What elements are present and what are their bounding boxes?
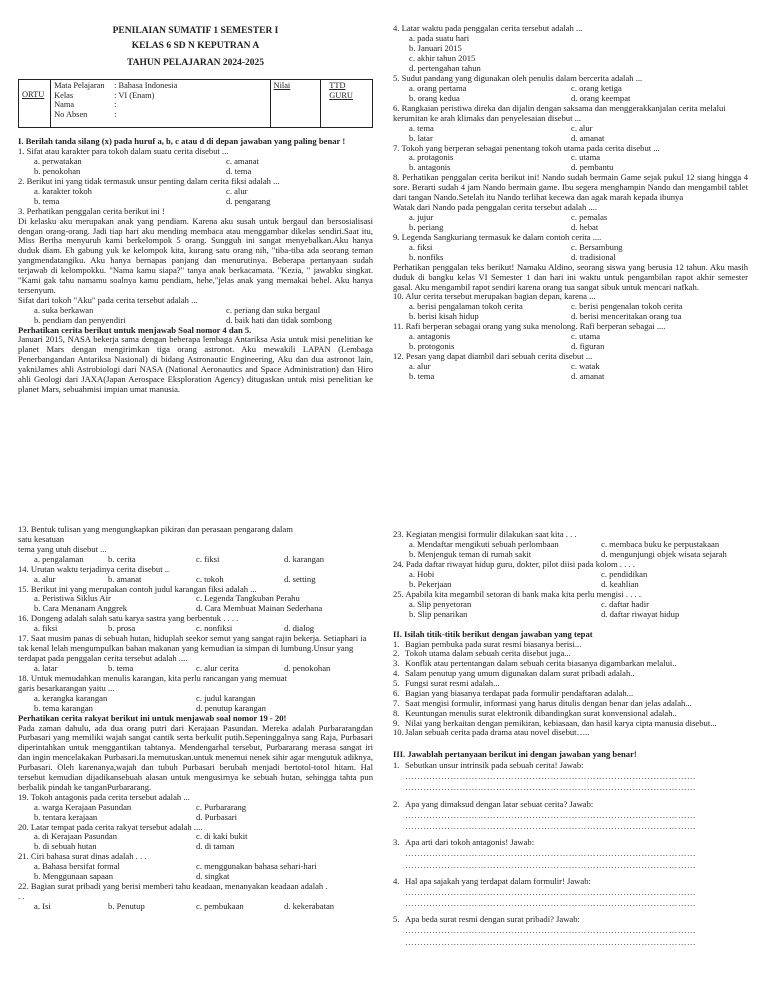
- option-row: [18, 704, 373, 714]
- question-22-line2: . .: [18, 891, 25, 902]
- question-2: 2. Berikut ini yang tidak termasuk unsur penting dalam cerita fiksi adalah ...: [18, 175, 280, 186]
- option[interactable]: a. berisi pengalaman tokoh cerita: [409, 301, 523, 312]
- option-row: [393, 610, 748, 620]
- option[interactable]: b. di sebuah hutan: [34, 841, 97, 852]
- page2-right-column: [393, 530, 748, 948]
- option[interactable]: a. tema: [409, 122, 434, 133]
- option[interactable]: d. kekerabatan: [284, 901, 335, 911]
- fill-item[interactable]: 10.Jalan sebuah cerita pada drama atau novel disebut…..: [393, 727, 590, 738]
- option[interactable]: c. daftar hadir: [601, 598, 649, 609]
- essay-question: 4. Hal apa sajakah yang terdapat dalam formulir! Jawab:: [393, 875, 591, 886]
- option-row: [393, 134, 748, 144]
- option[interactable]: b. pendiam dan penyendiri: [34, 314, 126, 325]
- essay-question: 3. Apa arti dari tokoh antagonis! Jawab:: [393, 837, 535, 848]
- option[interactable]: d. setting: [284, 573, 316, 584]
- option-row: [393, 223, 748, 233]
- option[interactable]: a. Bahasa bersifat formal: [34, 861, 120, 872]
- section-2-list: [393, 640, 748, 739]
- option[interactable]: d. pengarang: [226, 195, 271, 206]
- option[interactable]: d. mengunjungi objek wisata sejarah: [601, 548, 727, 559]
- option[interactable]: c. utama: [571, 152, 601, 163]
- passage-10: Perhatikan penggalan teks berikut! Namaku Aldino, seorang siswa yang berusia 12 tahun. Aku masih duduk di bangku kelas VI Semester 1 dan hari ini waktu untuk pengambilan rapot akhir semester gasal. Aku mengambil rapot sendiri karena orang tua sangat sibuk untuk mencari nafkah.: [393, 261, 748, 292]
- question-8: 8. Perhatikan penggalan cerita berikut ini! Nando sudah bermain Game sejak pukul 12 siang hingga 4 sore. Berarti sudah 4 jam Nando bermain game. Ibu segera menghampin Nando dan mengambil tablet dari tangan Nando.Setelah itu Nando terlihat kecewa dan agak marah kepada ibunya: [393, 172, 748, 203]
- question-17: 17. Saat musim panas di sebuah hutan, hiduplah seekor semut yang sangat rajin bekerja. Setiaphari ia tak kenal lelah mengumpulkan bahan makanan yang kemudian ia simpan di lumbung.Unsur yang terdapat pada penggalan cerita tersebut adalah ....: [18, 633, 367, 663]
- option[interactable]: c. Legenda Tangkuban Perahu: [196, 593, 300, 604]
- subject-value: : Bahasa Indonesia: [114, 81, 178, 91]
- option[interactable]: a. karakter tokoh: [34, 185, 92, 196]
- ortu-cell[interactable]: [19, 80, 51, 128]
- option[interactable]: a. alur: [409, 361, 431, 371]
- question-22: 22. Bagian surat pribadi yang berisi memberi tahu keadaan, menanyakan keadaan adalah .: [18, 881, 328, 892]
- essay-question: 2. Apa yang dimaksud dengan latar sebuat cerita? Jawab:: [393, 798, 594, 809]
- option[interactable]: b. Penutup: [108, 901, 145, 911]
- option[interactable]: a. jujur: [409, 211, 434, 222]
- question-3-passage: Di kelasku aku merupakan anak yang pendiam. Karena aku susah untuk bergaul dan bersosialisasi dengan orang-orang. Jadi tiap hari aku mending membaca atau menggambar dikelas sendiri.Saat itu, Miss Bertha menyuruh kami berkelompok 5 orang. Sungguh ini sangat menyebalkan.Aku hanya duduk diam. Eh gabung yuk ke kelompok kita, kurang satu orang nih, "tiba-tiba ada seorang teman yangmendatangiku. Aku hanya bernapas panjang dan menurutinya. Beberapa pertanyaan sudah terjawab di kelompokku. "Nama kamu siapa?" tanya anak berkacamata. "Kezia, " jawabku singkat. "Kami gak tahu namamu soalnya kamu pendiam, hehe,"jelas anak yang memakai behel. Aku hanya tersenyum.: [18, 215, 373, 295]
- option[interactable]: d. orang keempat: [571, 92, 631, 103]
- option-row: [393, 312, 748, 322]
- option[interactable]: c. alur: [571, 122, 593, 133]
- option[interactable]: a. Mendaftar mengikuti sebuah perlombaan: [409, 538, 559, 549]
- fill-item-text: Keuntungan menulis surat elektronik dibandingkan surat konvensional adalah..: [405, 707, 677, 718]
- option[interactable]: b. nonfiks: [409, 251, 444, 262]
- page1-right-column: [393, 24, 748, 382]
- header-class: KELAS 6 SD N KEPUTRAN A: [131, 40, 260, 51]
- option[interactable]: d. berisi menceritakan orang tua: [571, 311, 682, 322]
- fill-item-text: Tokoh utama dalam sebuah cerita disebut juga...: [405, 648, 571, 659]
- passage-4-5-heading: Perhatikan cerita berikut untuk menjawab Soal nomor 4 dan 5.: [18, 324, 252, 335]
- option[interactable]: a. Hobi: [409, 568, 435, 579]
- option[interactable]: c. watak: [571, 361, 600, 371]
- option[interactable]: b. tema: [108, 662, 134, 673]
- question-12: 12. Pesan yang dapat diambil dari sebuah cerita disebut ...: [393, 351, 593, 362]
- header-title: PENILAIAN SUMATIF 1 SEMESTER I: [112, 26, 279, 36]
- question-13-line2: satu kesatuan: [18, 533, 65, 544]
- option[interactable]: a. suka berkawan: [34, 304, 94, 315]
- question-24: 24. Pada daftar riwayat hidup guru, dokter, pilot diisi pada kolom . . . .: [393, 558, 635, 569]
- options-q3-row2: [18, 316, 373, 326]
- option[interactable]: a. fiksi: [34, 623, 58, 634]
- option[interactable]: d. penokohan: [284, 662, 331, 673]
- option[interactable]: b. prosa: [108, 623, 136, 634]
- option[interactable]: b. antagonis: [409, 162, 451, 173]
- page1-left-column: [18, 24, 373, 395]
- option[interactable]: d. amanat: [571, 371, 605, 381]
- question-8-prompt: Watak dari Nando pada penggalan cerita tersebut adalah ....: [393, 202, 598, 212]
- score-label: Nilai: [273, 81, 291, 91]
- answer-line[interactable]: ……………………………………………………………………………………: [405, 936, 696, 947]
- option[interactable]: b. amanat: [108, 573, 142, 584]
- option-row: [393, 372, 748, 382]
- score-cell[interactable]: [270, 80, 321, 128]
- option[interactable]: a. fiksi: [409, 241, 433, 252]
- question-1: 1. Sifat atau karakter para tokoh dalam suatu cerita disebut ...: [18, 146, 229, 157]
- option[interactable]: d. keahlian: [601, 578, 639, 589]
- question-3: 3. Perhatikan penggalan cerita berikut ini !: [18, 205, 165, 216]
- answer-line[interactable]: ……………………………………………………………………………………: [405, 771, 696, 782]
- question-14: 14. Urutan waktu terjadinya cerita disebut ..: [18, 563, 170, 574]
- answer-line[interactable]: ……………………………………………………………………………………: [405, 859, 696, 870]
- option[interactable]: c. berisi pengenalan tokoh cerita: [571, 301, 683, 312]
- question-11: 11. Rafi berperan sebagai orang yang suka menolong. Rafi berperan sebagai ....: [393, 321, 666, 332]
- fill-item-text: Nilai yang berkaitan dengan pemikiran, kebiasaan, dan hasil karya cipta manusia disebut...: [405, 717, 717, 728]
- question-15: 15. Berikut ini yang merupakan contoh judul karangan fiksi adalah ...: [18, 583, 257, 594]
- option[interactable]: a. latar: [34, 662, 58, 673]
- option[interactable]: d. pertengahan tahun: [409, 62, 481, 73]
- option[interactable]: c. nonfiksi: [196, 623, 233, 634]
- option[interactable]: d. karangan: [284, 553, 325, 564]
- fill-item[interactable]: 1. Bagian pembuka pada surat resmi biasanya berisi...: [393, 638, 582, 649]
- section-1-instruction: I. Berilah tanda silang (x) pada huruf a, b, c atau d di depan jawaban yang paling benar !: [18, 136, 346, 147]
- option[interactable]: d. Purbasari: [196, 811, 238, 822]
- fill-item[interactable]: 8. Keuntungan menulis surat elektronik dibandingkan surat konvensional adalah..: [393, 707, 677, 718]
- question-4: 4. Latar waktu pada penggalan cerita tersebut adalah ...: [393, 23, 583, 33]
- options-q2-row1: [18, 187, 373, 197]
- answer-line[interactable]: ……………………………………………………………………………………: [405, 886, 696, 897]
- question-6: 6. Rangkaian peristiwa direka dan dijalin dengan saksama dan menggerakkanjalan cerita melalui kerumitan ke arah klimaks dan penyelesaian disebut ...: [393, 102, 726, 123]
- option[interactable]: b. latar: [409, 132, 433, 143]
- fill-item[interactable]: 4. Salam penutup yang umum digunakan dalam surat pribadi adalah..: [393, 668, 635, 679]
- header-year: TAHUN PELAJARAN 2024-2025: [126, 58, 265, 69]
- subject-label: Mata Pelajaran: [54, 81, 105, 91]
- option[interactable]: a. Peristiwa Siklus Air: [34, 593, 111, 604]
- option[interactable]: c. orang ketiga: [571, 82, 622, 93]
- name-label: Nama: [54, 100, 75, 110]
- option[interactable]: d. pembantu: [571, 162, 614, 173]
- answer-line[interactable]: ……………………………………………………………………………………: [405, 820, 696, 831]
- option[interactable]: a. orang pertama: [409, 82, 467, 93]
- teacher-sign-cell[interactable]: [321, 80, 373, 128]
- essay-question-text: Hal apa sajakah yang terdapat dalam formulir! Jawab:: [405, 875, 591, 886]
- option[interactable]: c. pemalas: [571, 211, 608, 222]
- option[interactable]: d. daftar riwayat hidup: [601, 608, 680, 619]
- option[interactable]: b. periang: [409, 221, 444, 232]
- fill-item-text: Jalan sebuah cerita pada drama atau novel disebut…..: [405, 727, 590, 738]
- option[interactable]: d. figuran: [571, 341, 605, 352]
- class-label: Kelas: [54, 90, 74, 100]
- option-row: [18, 575, 373, 585]
- exam-header: [18, 24, 373, 71]
- option-row: [393, 580, 748, 590]
- fill-item-text: Salam penutup yang umum digunakan dalam surat pribadi adalah..: [405, 668, 635, 679]
- option[interactable]: b. protogonis: [409, 341, 455, 352]
- option[interactable]: c. membaca buku ke perpustakaan: [601, 538, 720, 549]
- teacher-label: GURU: [329, 90, 353, 100]
- question-25: 25. Apabila kita megambil setoran di bank maka kita perlu mengisi . . . .: [393, 588, 641, 599]
- question-21: 21. Ciri bahasa surat dinas adalah . . .: [18, 851, 147, 862]
- option-row: [18, 803, 373, 813]
- option-row: [393, 64, 748, 74]
- option-row: [18, 813, 373, 823]
- option-row: [18, 872, 373, 882]
- option[interactable]: b. penokohan: [34, 165, 81, 176]
- option[interactable]: a. perwatakan: [34, 155, 82, 166]
- option-row: [18, 842, 373, 852]
- answer-line[interactable]: ……………………………………………………………………………………: [405, 898, 696, 909]
- option[interactable]: a. Slip penyetoran: [409, 598, 472, 609]
- option[interactable]: c. di kaki bukit: [196, 831, 248, 842]
- option[interactable]: c. tokoh: [196, 573, 224, 584]
- option[interactable]: c. menggunakan bahasa sehari-hari: [196, 861, 317, 872]
- option[interactable]: d. di taman: [196, 841, 235, 852]
- question-7: 7. Tokoh yang berperan sebagai penentang tokoh utama pada cerita disebut ...: [393, 142, 660, 153]
- option[interactable]: b. tentara kerajaan: [34, 811, 98, 822]
- option[interactable]: a. kerangka karangan: [34, 692, 108, 703]
- fill-item[interactable]: 3. Konflik atau pertentangan dalam sebuah cerita biasanya digambarkan melalui..: [393, 658, 677, 669]
- passage-19-20-heading: Perhatikan cerita rakyat berikut ini untuk menjawab soal nomor 19 - 20!: [18, 712, 287, 723]
- section-3-list: [393, 760, 748, 948]
- option[interactable]: b. tema karangan: [34, 702, 93, 713]
- option[interactable]: a. Isi: [34, 901, 51, 911]
- question-3-prompt: Sifat dari tokoh "Aku" pada cerita tersebut adalah ...: [18, 294, 198, 305]
- option[interactable]: d. baik hati dan tidak sombong: [226, 314, 332, 325]
- option[interactable]: b. Cara Menanam Anggrek: [34, 603, 128, 614]
- fill-item-text: Konflik atau pertentangan dalam sebuah cerita biasanya digambarkan melalui..: [405, 658, 677, 669]
- option[interactable]: c. utama: [571, 331, 601, 342]
- option[interactable]: c. Purbararang: [196, 801, 247, 812]
- option[interactable]: d. Cara Membuat Mainan Sederhana: [196, 603, 323, 614]
- essay-question-text: Apa beda surat resmi dengan surat pribadi? Jawab:: [405, 914, 580, 925]
- section-2-instruction: II. Isilah titik-titik berikut dengan jawaban yang tepat: [393, 628, 593, 639]
- question-18-line2: garis besarkarangan yaitu ...: [18, 682, 115, 693]
- option[interactable]: a. pada suatu hari: [409, 32, 470, 43]
- absent-no-field[interactable]: :: [114, 110, 117, 120]
- option[interactable]: c. pembukaan: [196, 901, 244, 911]
- option[interactable]: a. pengalaman: [34, 553, 84, 564]
- question-23: 23. Kegiatan mengisi formulir dilakukan saat kita . . .: [393, 529, 577, 539]
- option[interactable]: c. fiksi: [196, 553, 220, 564]
- essay-question-text: Apa yang dimaksud dengan latar sebuat cerita? Jawab:: [405, 798, 594, 809]
- options-q2-row2: [18, 197, 373, 207]
- question-13-line3: tema yang utuh disebut ...: [18, 543, 107, 554]
- option-row: [393, 550, 748, 560]
- option-row: [393, 163, 748, 173]
- option[interactable]: a. di Kerajaan Pasundan: [34, 831, 118, 842]
- page2-left-column: [18, 525, 373, 912]
- option[interactable]: d. tradisional: [571, 251, 616, 262]
- option-row: [393, 124, 748, 134]
- option-row: [18, 902, 373, 912]
- option[interactable]: c. judul karangan: [196, 692, 256, 703]
- option[interactable]: a. antagonis: [409, 331, 451, 342]
- question-5: 5. Sudut pandang yang digunakan oleh penulis dalam bercerita adalah ...: [393, 72, 643, 83]
- option-row: [393, 253, 748, 263]
- option[interactable]: c. amanat: [226, 155, 259, 166]
- option[interactable]: d. penutup karangan: [196, 702, 266, 713]
- fill-item[interactable]: 5. Fungsi surat resmi adalah...: [393, 678, 500, 688]
- question-13: 13. Bentuk tulisan yang mengungkapkan pikiran dan perasaan pengarang dalam: [18, 524, 293, 534]
- class-value: : VI (Enam): [114, 90, 155, 100]
- option-row: [18, 604, 373, 614]
- fill-item[interactable]: 6. Bagian yang biasanya terdapat pada formulir pendaftaran adalah...: [393, 687, 634, 698]
- options-q1-row2: [18, 167, 373, 177]
- option[interactable]: b. cerita: [108, 553, 136, 564]
- option[interactable]: c. alur: [226, 185, 248, 196]
- question-18: 18. Untuk memudahkan menulis karangan, kita perlu rancangan yang memuat: [18, 672, 287, 683]
- student-id-box: [18, 79, 373, 128]
- option-row: [18, 555, 373, 565]
- question-10: 10. Alur cerita tersebut merupakan bagian depan, karena ...: [393, 291, 596, 302]
- answer-line[interactable]: ……………………………………………………………………………………: [405, 809, 696, 820]
- passage-19-20: Pada zaman dahulu, ada dua orang putri dari Kerajaan Pasundan. Mereka adalah Purbararangdan Purbasari yang memiliki wajah sangat cantik serta berkulit putih.Sepeninggalnya sang Raja, Purbasari diperintahkan untuk menggantikan tahtanya. Mendengarhal tersebut, Purbararang merasa sangat iri dan ingin mencelakakan Purbasari.Ia memutuskan.untuk menemui nenek sihir agar mengutuk adiknya, Purbasari. Oleh karenanya,wajah dan tubuh Purbasari berubah menjadi bertotol-totol hitam. Hal tersebut kemudian dijadikansebuah alasan untuk mengusirnya ke sebuah hutan, sehingga tahta pun berbalik pindah ke tanganPurbararang.: [18, 722, 373, 792]
- option[interactable]: c. akhir tahun 2015: [409, 52, 476, 63]
- option[interactable]: b. berisi kisah hidup: [409, 311, 479, 322]
- option[interactable]: a. warga Kerajaan Pasundan: [34, 801, 132, 812]
- option[interactable]: b. Menggunaan sapaan: [34, 871, 113, 882]
- ortu-label: ORTU: [22, 90, 45, 100]
- fill-item-text: Fungsi surat resmi adalah...: [405, 678, 500, 688]
- absent-no-label: No Absen: [54, 110, 88, 120]
- option[interactable]: b. orang kedua: [409, 92, 460, 103]
- option[interactable]: b. Pekerjaan: [409, 578, 452, 589]
- sign-label: TTD: [329, 81, 346, 91]
- fill-item-text: Saat mengisi formulir, informasi yang harus ditulis dengan benar dan jelas adalah...: [405, 697, 692, 708]
- option-row: [18, 624, 373, 634]
- option[interactable]: d. dialog: [284, 623, 315, 634]
- essay-question: 1. Sebutkan unsur intrinsik pada sebuah cerita! Jawab:: [393, 760, 584, 771]
- option[interactable]: b. tema: [34, 195, 60, 206]
- essay-question-text: Apa arti dari tokoh antagonis! Jawab:: [405, 837, 535, 848]
- option-row: [18, 664, 373, 674]
- question-9: 9. Legenda Sangkuriang termasuk ke dalam contoh cerita ....: [393, 231, 602, 242]
- fill-item[interactable]: 9. Nilai yang berkaitan dengan pemikiran, kebiasaan, dan hasil karya cipta manusia disebut...: [393, 717, 717, 728]
- option[interactable]: c. alur cerita: [196, 662, 239, 673]
- passage-4-5: Januari 2015, NASA bekerja sama dengan beberapa lembaga Antariksa Asia untuk misi penelitian ke planet Mars dengan mengirimkan tiga orang astronot. Aku mewakili LAPAN (Lembaga Penerbangandan Antariksa Nasional) di bidang Astronautic Engineering, Aku dan dua astronot lain, yakniJames ahli Astrobiologi dari NASA (National Aeronautics and Space Administration) dan Hiro ahli Geologi dari JAXA(Japan Aerospace Eksploration Agency) ditugaskan untuk misi penelitian ke planet Mars, sebuahmisi impian umat manusia.: [18, 334, 373, 394]
- option[interactable]: b. Slip penarikan: [409, 608, 468, 619]
- option[interactable]: b. Januari 2015: [409, 42, 462, 53]
- option[interactable]: d. amanat: [571, 132, 605, 143]
- answer-line[interactable]: ……………………………………………………………………………………: [405, 782, 696, 793]
- option[interactable]: c. Bersambung: [571, 241, 623, 252]
- fill-item[interactable]: 2. Tokoh utama dalam sebuah cerita disebut juga...: [393, 648, 571, 659]
- option[interactable]: d. tema: [226, 165, 252, 176]
- essay-question-text: Sebutkan unsur intrinsik pada sebuah cerita! Jawab:: [405, 760, 584, 771]
- fill-item-text: Bagian pembuka pada surat resmi biasanya berisi...: [405, 638, 582, 649]
- option[interactable]: c. periang dan suka bergaul: [226, 304, 321, 315]
- question-20: 20. Latar tempat pada cerita rakyat tersebut adalah ....: [18, 821, 203, 832]
- option-row: [393, 94, 748, 104]
- option[interactable]: b. tema: [409, 371, 435, 381]
- essay-question: 5. Apa beda surat resmi dengan surat pribadi? Jawab:: [393, 914, 580, 925]
- fill-item-text: Bagian yang biasanya terdapat pada formulir pendaftaran adalah...: [405, 687, 634, 698]
- section-1: [18, 137, 373, 395]
- option[interactable]: a. alur: [34, 573, 56, 584]
- option-row: [393, 342, 748, 352]
- option[interactable]: c. pendidikan: [601, 568, 648, 579]
- option[interactable]: d. hebat: [571, 221, 599, 232]
- option[interactable]: a. protagonis: [409, 152, 454, 163]
- option[interactable]: b. Menjenguk teman di rumah sakit: [409, 548, 532, 559]
- option[interactable]: d. singkat: [196, 871, 230, 882]
- question-19: 19. Tokoh antagonis pada cerita tersebut adalah ...: [18, 791, 190, 802]
- identity-fields: [51, 80, 270, 128]
- question-16: 16. Dongeng adalah salah satu karya sastra yang berbentuk . . . .: [18, 613, 239, 624]
- section-3-instruction: III. Jawablah pertanyaan berikut ini dengan jawaban yang benar!: [393, 749, 637, 760]
- name-field[interactable]: :: [114, 100, 117, 110]
- answer-line[interactable]: ……………………………………………………………………………………: [405, 848, 696, 859]
- fill-item[interactable]: 7. Saat mengisi formulir, informasi yang harus ditulis dengan benar dan jelas adalah...: [393, 697, 692, 708]
- answer-line[interactable]: ……………………………………………………………………………………: [405, 925, 696, 936]
